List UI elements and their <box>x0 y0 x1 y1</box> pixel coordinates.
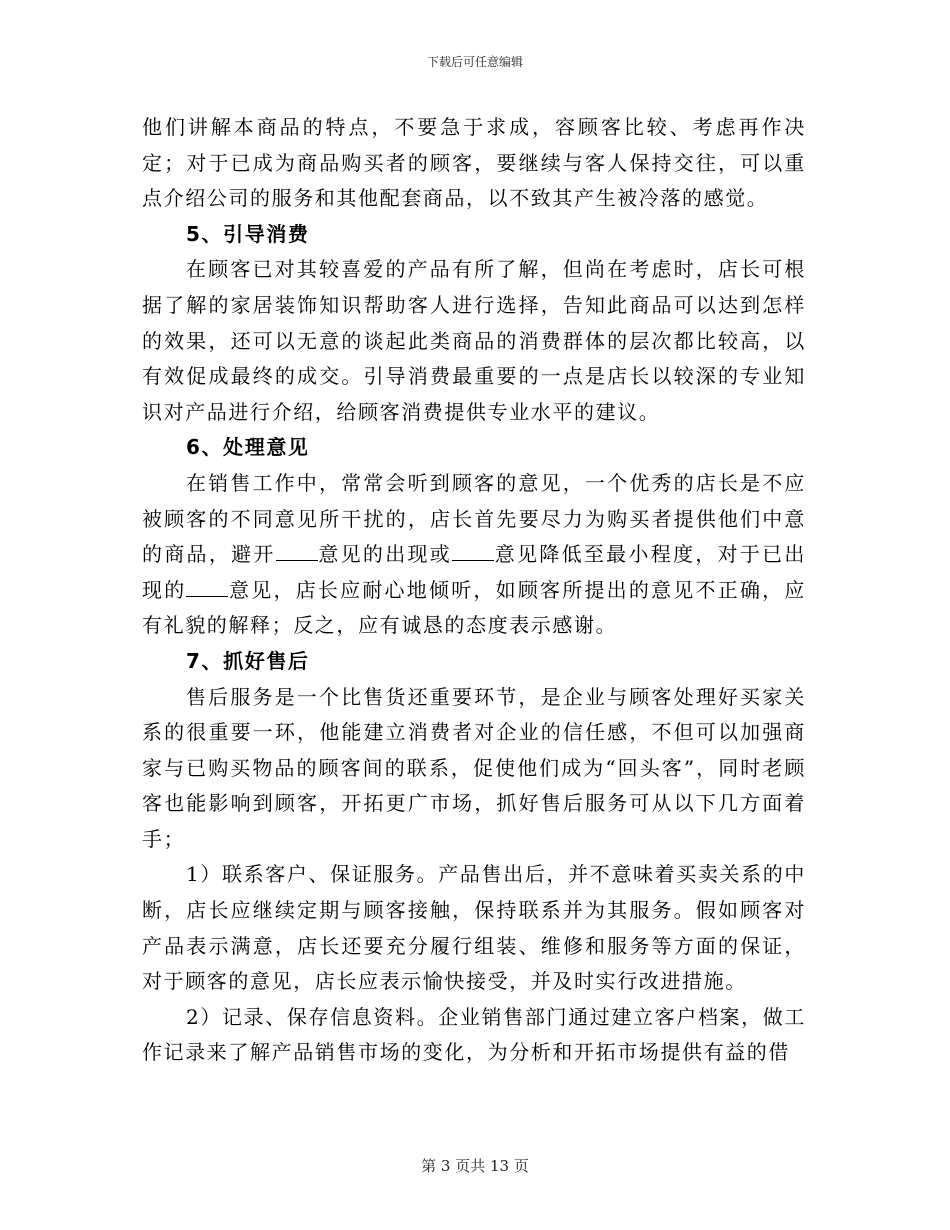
text-segment: 在销售工作中，常常会听到顾客的意见，一个优秀的店长是不应被顾客的不同意见所干扰的，店长首先要尽力为购买者提供他们中意的商品，避开 <box>142 470 806 567</box>
paragraph-after-sales: 售后服务是一个比售货还重要环节，是企业与顾客处理好买家关系的很重要一环，他能建立消费者对企业的信任感，不但可以加强商家与已购买物品的顾客间的联系，促使他们成为“回头客”，同时老顾客也能影响到顾客，开拓更广市场，抓好售后服务可从以下几方面着手； <box>142 684 806 851</box>
paragraph-record-information: 2）记录、保存信息资料。企业销售部门通过建立客户档案，做工作记录来了解产品销售市场的变化，为分析和开拓市场提供有益的借 <box>142 1004 806 1065</box>
page-header: 下载后可任意编辑 <box>426 55 523 69</box>
text-segment: 意见，店长应耐心地倾听，如顾客所提出的意见不正确，应有礼貌的解释；反之，应有诚恳的态度表示感谢。 <box>142 577 806 638</box>
paragraph-continued: 他们讲解本商品的特点，不要急于求成，容顾客比较、考虑再作决定；对于已成为商品购买者的顾客，要继续与客人保持交往，可以重点介绍公司的服务和其他配套商品，以不致其产生被冷落的感觉。 <box>142 115 806 211</box>
document-body <box>142 110 806 1071</box>
fill-blank <box>276 542 318 561</box>
fill-blank <box>186 578 228 597</box>
text-segment: 意见的出现或 <box>317 542 453 567</box>
section-heading-after-sales: 7、抓好售后 <box>186 648 310 673</box>
paragraph-handle-opinions <box>142 466 806 644</box>
section-heading-guide-consumption: 5、引导消费 <box>186 221 310 246</box>
text-segment: 意见降低至最小程度，对于已出现的 <box>142 542 806 602</box>
fill-blank <box>452 542 494 561</box>
section-heading-handle-opinions: 6、处理意见 <box>186 435 310 460</box>
page-number: 第 3 页共 13 页 <box>421 1157 529 1175</box>
paragraph-guide-consumption: 在顾客已对其较喜爱的产品有所了解，但尚在考虑时，店长可根据了解的家居装饰知识帮助客人进行选择，告知此商品可以达到怎样的效果，还可以无意的谈起此类商品的消费群体的层次都比较高，以有效促成最终的成交。引导消费最重要的一点是店长以较深的专业知识对产品进行介绍，给顾客消费提供专业水平的建议。 <box>142 257 806 424</box>
paragraph-contact-customers: 1）联系客户、保证服务。产品售出后，并不意味着买卖关系的中断，店长应继续定期与顾客接触，保持联系并为其服务。假如顾客对产品表示满意，店长还要充分履行组装、维修和服务等方面的保证，对于顾客的意见，店长应表示愉快接受，并及时实行改进措施。 <box>142 862 806 994</box>
